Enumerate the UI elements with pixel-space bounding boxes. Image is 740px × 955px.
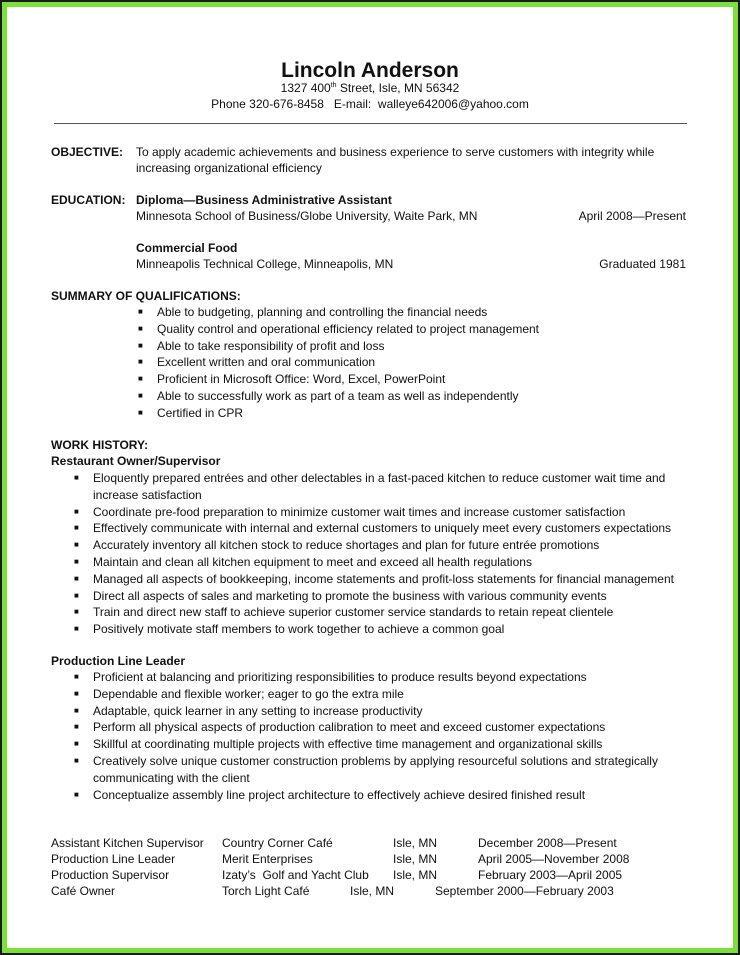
history-employer: Torch Light Café xyxy=(222,884,310,898)
duty-text: Eloquently prepared entrées and other delectables in a fast-paced kitchen to reduce customer wait time and xyxy=(93,471,666,485)
summary-item-text: Able to take responsibility of profit and loss xyxy=(157,338,385,353)
summary-item xyxy=(138,371,539,388)
duty-text: Positively motivate staff members to work together to achieve a common goal xyxy=(93,622,505,637)
bullet-icon: ■ xyxy=(74,607,79,617)
job-title: Production Line Leader xyxy=(51,654,186,668)
duty-item xyxy=(74,686,658,703)
bullet-icon: ■ xyxy=(138,340,143,350)
history-location: Isle, MN xyxy=(393,852,438,866)
duty-text: Skillful at coordinating multiple projects with effective time management and organizational skills xyxy=(93,737,603,752)
summary-item-text: Excellent written and oral communication xyxy=(157,355,376,370)
work-history-label: WORK HISTORY: xyxy=(51,438,149,452)
address-street: Street, Isle, MN 56342 xyxy=(336,81,460,95)
duty-item xyxy=(74,669,658,686)
summary-item xyxy=(138,304,539,321)
education-date: Graduated 1981 xyxy=(599,257,686,271)
duty-text: Coordinate pre-food preparation to minimize customer wait times and increase customer satisfaction xyxy=(93,504,626,519)
history-dates: February 2003—April 2005 xyxy=(478,868,623,882)
history-position: Café Owner xyxy=(51,884,116,898)
duty-text: Proficient at balancing and prioritizing responsibilities to produce results beyond expectations xyxy=(93,670,587,684)
contact-line: Phone 320-676-8458 E-mail: walleye642006@yahoo.com xyxy=(211,97,529,111)
objective-line-1: To apply academic achievements and business experience to serve customers with integrity while xyxy=(136,145,655,159)
bullet-icon: ■ xyxy=(74,722,79,732)
bullet-icon: ■ xyxy=(74,755,79,765)
summary-item xyxy=(138,354,539,371)
duty-text: communicating with the client xyxy=(93,770,250,785)
education-school: Minnesota School of Business/Globe University, Waite Park, MN xyxy=(136,209,478,223)
summary-item-text: Proficient in Microsoft Office: Word, Excel, PowerPoint xyxy=(157,372,446,387)
bullet-icon: ■ xyxy=(138,307,143,316)
duty-item xyxy=(74,588,674,605)
duty-text: Conceptualize assembly line project architecture to effectively achieve desired finished result xyxy=(93,787,586,802)
summary-label: SUMMARY OF QUALIFICATIONS: xyxy=(51,289,241,303)
address-number: 1327 400 xyxy=(280,81,331,95)
job-duties-list xyxy=(74,470,674,638)
bullet-icon: ■ xyxy=(74,624,79,634)
job-title: Restaurant Owner/Supervisor xyxy=(51,454,221,468)
bullet-icon: ■ xyxy=(74,540,79,550)
education-date: April 2008—Present xyxy=(578,209,686,223)
duty-item xyxy=(74,787,658,804)
history-employer: Country Corner Café xyxy=(222,836,333,850)
bullet-icon: ■ xyxy=(138,374,143,384)
duty-item xyxy=(74,554,674,571)
bullet-icon: ■ xyxy=(74,523,79,533)
duty-item xyxy=(74,703,658,720)
history-location: Isle, MN xyxy=(393,836,438,850)
job-duties-list xyxy=(74,669,658,803)
duty-item xyxy=(74,504,674,521)
summary-item xyxy=(138,405,539,422)
objective-label: OBJECTIVE: xyxy=(51,145,124,159)
duty-text: Direct all aspects of sales and marketing to promote the business with various community events xyxy=(93,588,607,603)
bullet-icon: ■ xyxy=(138,323,143,333)
duty-text: Adaptable, quick learner in any setting to increase productivity xyxy=(93,703,423,718)
duty-item xyxy=(74,753,658,787)
history-location: Isle, MN xyxy=(350,884,395,898)
duty-text: Creatively solve unique customer construction problems by applying resourceful solutions and strategically xyxy=(93,753,658,768)
history-dates: April 2005—November 2008 xyxy=(478,852,630,866)
summary-item-text: Able to budgeting, planning and controlling the financial needs xyxy=(157,305,488,319)
education-title: Diploma—Business Administrative Assistant xyxy=(136,193,392,207)
bullet-icon: ■ xyxy=(74,573,79,583)
objective-line-2: increasing organizational efficiency xyxy=(136,161,322,175)
history-dates: September 2000—February 2003 xyxy=(435,884,614,898)
applicant-name: Lincoln Anderson xyxy=(281,59,459,82)
duty-item xyxy=(74,736,658,753)
summary-item-text: Certified in CPR xyxy=(157,405,244,420)
duty-text: Maintain and clean all kitchen equipment to meet and exceed all health regulations xyxy=(93,554,532,569)
duty-text: Perform all physical aspects of production calibration to meet and exceed customer expectations xyxy=(93,720,606,735)
page-border xyxy=(2,2,738,953)
summary-item-text: Quality control and operational efficiency related to project management xyxy=(157,321,540,336)
history-position: Assistant Kitchen Supervisor xyxy=(51,836,204,850)
education-title: Commercial Food xyxy=(136,241,238,255)
bullet-icon: ■ xyxy=(138,357,143,367)
duty-item xyxy=(74,604,674,621)
bullet-icon: ■ xyxy=(74,473,79,482)
summary-item xyxy=(138,338,539,355)
bullet-icon: ■ xyxy=(138,390,143,400)
bullet-icon: ■ xyxy=(74,556,79,566)
bullet-icon: ■ xyxy=(74,506,79,516)
summary-item xyxy=(138,321,539,338)
history-position: Production Line Leader xyxy=(51,852,176,866)
summary-item xyxy=(138,388,539,405)
history-employer: Izaty’s Golf and Yacht Club xyxy=(222,868,369,882)
header-divider xyxy=(54,123,687,124)
duty-text: Accurately inventory all kitchen stock to reduce shortages and plan for future entrée promotions xyxy=(93,538,600,553)
history-employer: Merit Enterprises xyxy=(222,852,313,866)
bullet-icon: ■ xyxy=(74,672,79,681)
address xyxy=(7,80,733,97)
resume-page xyxy=(7,7,733,948)
bullet-icon: ■ xyxy=(74,590,79,600)
history-dates: December 2008—Present xyxy=(478,836,617,850)
duty-item xyxy=(74,571,674,588)
duty-text: increase satisfaction xyxy=(93,487,202,502)
duty-item xyxy=(74,520,674,537)
address-sup: th xyxy=(330,82,337,89)
duty-item xyxy=(74,537,674,554)
bullet-icon: ■ xyxy=(74,705,79,715)
duty-text: Train and direct new staff to achieve superior customer service standards to retain repeat clientele xyxy=(93,605,614,620)
summary-list xyxy=(138,304,539,422)
duty-item xyxy=(74,470,674,504)
bullet-icon: ■ xyxy=(74,739,79,749)
history-position: Production Supervisor xyxy=(51,868,170,882)
bullet-icon: ■ xyxy=(74,688,79,698)
duty-text: Effectively communicate with internal and external customers to uniquely meet every customers expectations xyxy=(93,521,672,536)
duty-item xyxy=(74,719,658,736)
education-label: EDUCATION: xyxy=(51,193,126,207)
duty-text: Dependable and flexible worker; eager to go the extra mile xyxy=(93,686,404,701)
duty-text: Managed all aspects of bookkeeping, income statements and profit-loss statements for financial management xyxy=(93,571,674,586)
duty-item xyxy=(74,621,674,638)
bullet-icon: ■ xyxy=(138,407,143,417)
summary-item-text: Able to successfully work as part of a team as well as independently xyxy=(157,388,519,403)
history-location: Isle, MN xyxy=(393,868,438,882)
bullet-icon: ■ xyxy=(74,789,79,799)
education-school: Minneapolis Technical College, Minneapolis, MN xyxy=(136,257,394,271)
